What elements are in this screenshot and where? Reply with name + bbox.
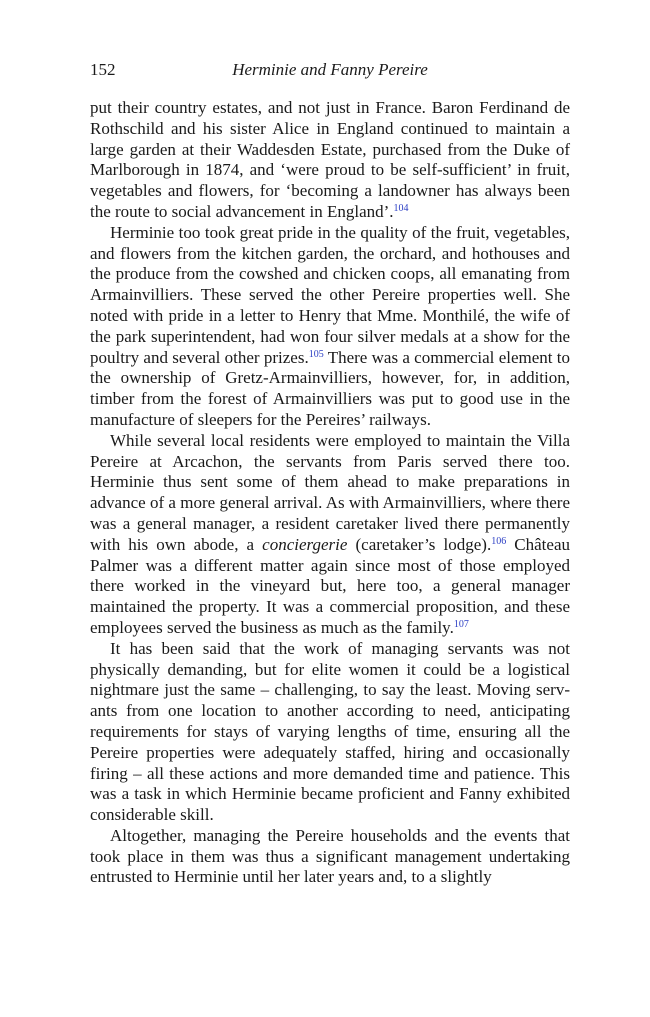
paragraph-1 <box>90 98 570 223</box>
paragraph-text: Herminie too took great pride in the quality of the fruit, vegetables, and flowers from the kitchen garden, the orchard, and hothouses and the produce from the cowshed and chicken coops, all emanating from Armainvilliers. These served the other Pereire properties well. She noted with pride in a letter to Henry that Mme. Monthilé, the wife of the park superintendent, had won four silver medals at a show for the poultry and several other prizes. <box>90 222 570 367</box>
page-number: 152 <box>90 60 116 79</box>
paragraph-text: While several local residents were employed to maintain the Villa Pereire at Arcachon, the servants from Paris served there too. Herminie thus sent some of them ahead to make preparations in advance of a more general arrival. As with Armainvilliers, where there was a general manager, a resident caretaker lived there permanently with his own abode, a <box>90 430 570 554</box>
paragraph-4 <box>90 639 570 826</box>
paragraph-text: There was a commercial element to the ownership of Gretz-Armainvilliers, however, for, in addition, timber from the forest of Armainvilliers was put to good use in the manufacture of sleepers for the Pereires’ railways. <box>90 347 571 429</box>
footnote-ref-107[interactable]: 107 <box>453 618 469 630</box>
paragraph-text: put their country estates, and not just in France. Baron Ferdinand de Rothschild and his sister Alice in England continued to maintain a large garden at their Waddesden Estate, purchased from the Duke of Marlborough in 1874, and ‘were proud to be self-sufficient’ in fruit, vegetables and flowers, for ‘becoming a landowner has always been the route to social advancement in England’. <box>90 98 570 221</box>
running-head: Herminie and Fanny Pereire <box>232 60 428 79</box>
paragraph-text: (caretaker’s lodge). <box>347 534 492 554</box>
paragraph-text: Altogether, managing the Pereire households and the events that took place in them was thus a significant management undertaking entrusted to Herminie until her later years and, to a slightly <box>90 825 570 887</box>
page-header <box>90 60 570 86</box>
paragraph-3 <box>90 431 570 639</box>
paragraph-2 <box>90 223 570 431</box>
footnote-ref-106[interactable]: 106 <box>491 535 507 547</box>
paragraph-5 <box>90 826 570 888</box>
footnote-ref-105[interactable]: 105 <box>308 348 324 360</box>
body-text <box>90 98 570 888</box>
italic-term: conciergerie <box>262 534 348 554</box>
paragraph-text: It has been said that the work of managing servants was not physically demanding, but for elite women it could be a logistical nightmare just the same – challenging, to say the least. Moving servants from one location to another according to need, anticipating requirements for stays of varying lengths of time, ensuring all the Pereire properties were adequately staffed, hiring and occasionally firing – all these actions and more demanded time and patience. This was a task in which Herminie became proficient and Fanny exhibited considerable skill. <box>90 638 570 825</box>
footnote-ref-104[interactable]: 104 <box>393 202 409 214</box>
paragraph-text: Château Palmer was a different matter again since most of those employed there worked in the vineyard but, here too, a general manager maintained the property. It was a commercial proposition, and these employees served the business as much as the family. <box>90 534 570 637</box>
